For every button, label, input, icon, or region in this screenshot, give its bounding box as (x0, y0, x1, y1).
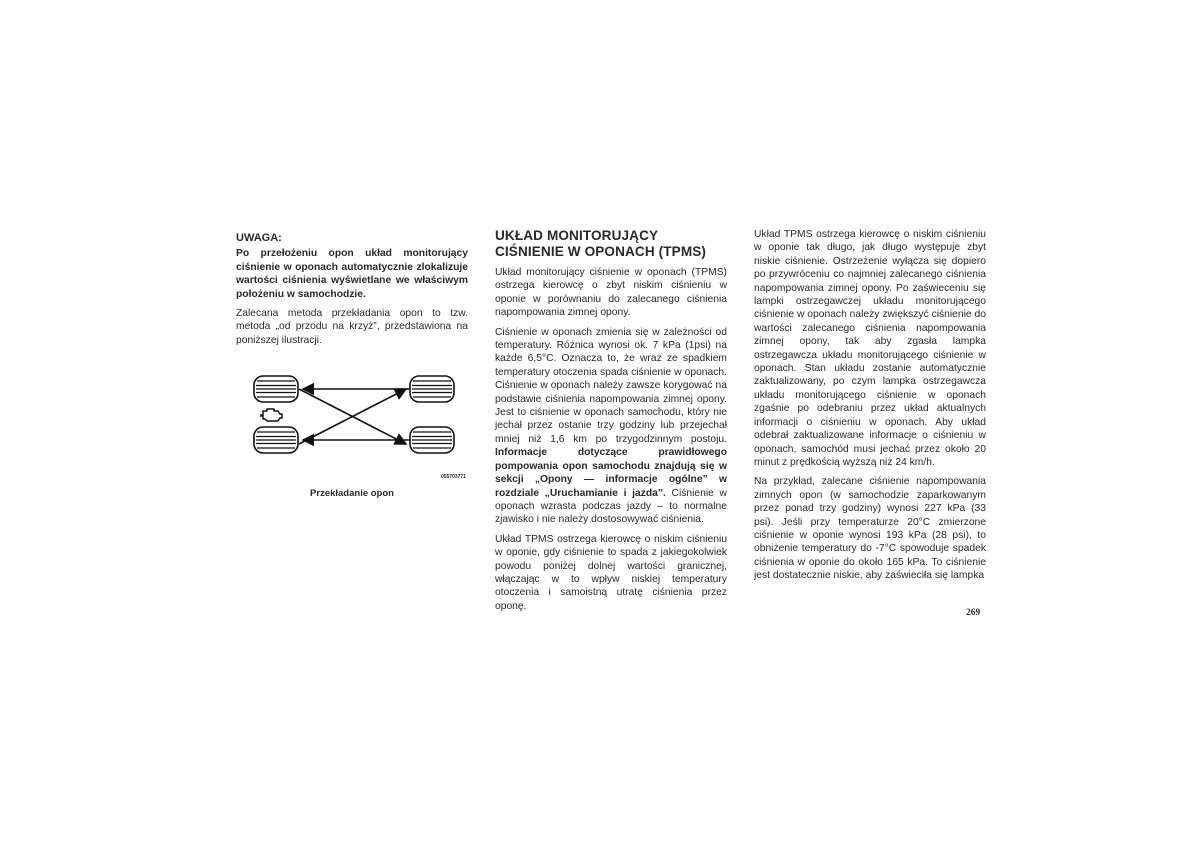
note-label: UWAGA: (236, 232, 282, 244)
right-column (754, 228, 986, 589)
example-paragraph: Na przykład, zalecane ciśnienie napompowania zimnych opon (w samochodzie zaparkowanym przez ponad trzy godziny) wynosi 227 kPa (33 psi). Jeśli przy temperaturze 20°C zmierzone ciśnienie w oponie wynosi 193 kPa (28 psi), to obniżenie temperatury do -7°C spowoduje spadek ciśnienia w oponie do około 165 kPa. To ciśnienie jest dostatecznie niskie, aby zaświeciła się lampka (754, 476, 986, 582)
section-heading: UKŁAD MONITORUJĄCY CIŚNIENIE W OPONACH (TPMS) (495, 228, 707, 259)
tire-front-left-icon (254, 376, 298, 402)
pressure-rise-text: Ciśnienie w oponach wzrasta podczas jazdy – to normalne zjawisko i nie należy dostosowywać ciśnienia. (495, 487, 727, 526)
tire-rear-right-icon (410, 427, 454, 453)
engine-icon (261, 409, 282, 421)
tire-rotation-figure (236, 366, 468, 506)
note-text: Po przełożeniu opon układ monitorujący ciśnienie w oponach automatycznie zlokalizuje wartości ciśnienia wyświetlane we właściwym położeniu w samochodzie. (236, 248, 468, 300)
warning-duration-paragraph: Układ TPMS ostrzega kierowcę o niskim ciśnieniu w oponie tak długo, jak długo występuje zbyt niskie ciśnienie. Ostrzeżenie wyłącza się dopiero po przywróceniu co najmniej zalecanego ciśnienia napompowania zimnej opony. Po zaświeceniu się lampki ostrzegawczej układu monitorującego ciśnienie w oponach należy zwiększyć ciśnienie do wartości zalecanego ciśnienia napompowania zimnej opony, tak aby zgasła lampka ostrzegawcza układu monitorującego ciśnienie w oponach. Stan układu zostanie automatycznie zaktualizowany, po czym lampka ostrzegawcza układu monitorującego ciśnienie w oponach zgaśnie po odebraniu przez układ aktualnych informacji o ciśnieniu w oponach. Aby układ odebrał zaktualizowane informacje o ciśnieniu w oponach, samochód musi jechać przez około 20 minut z prędkością wyższą niż 24 km/h. (754, 229, 986, 468)
tpms-intro-paragraph: Układ monitorujący ciśnienie w oponach (TPMS) ostrzega kierowcę o zbyt niskim ciśnieniu w oponie w porównaniu do zalecanego ciśnienia napompowania zimnej opony. (495, 267, 727, 319)
tire-rotation-diagram (236, 366, 468, 476)
inflation-reference-text: Informacje dotyczące prawidłowego pompowania opon samochodu znajdują się w sekcji „Opony — informacje ogólne” w rozdziale „Uruchamianie i jazda”. (495, 447, 727, 499)
temperature-paragraph (495, 326, 727, 527)
page-number: 269 (966, 608, 981, 618)
warning-paragraph: Układ TPMS ostrzega kierowcę o niskim ciśnieniu w oponie, gdy ciśnienie to spada z jakiegokolwiek powodu poniżej dolnej wartości granicznej, włączając w to wpływ niskiej temperatury otoczenia i samoistną utratę ciśnienia przez oponę. (495, 533, 727, 612)
tire-rear-left-icon (254, 427, 298, 453)
tire-front-right-icon (410, 376, 454, 402)
rotation-paragraph: Zalecana metoda przekładania opon to tzw. metoda „od przodu na krzyż”, przedstawiona na poniższej ilustracji. (236, 308, 468, 346)
figure-code: 055703771 (440, 474, 466, 480)
temperature-text: Ciśnienie w oponach zmienia się w zależności od temperatury. Różnica wynosi ok. 7 kPa (1psi) na każde 6,5°C. Oznacza to, że wraz ze spadkiem temperatury otoczenia spada ciśnienie w oponach. Ciśnienie w oponach należy zawsze korygować na podstawie ciśnienia napompowania zimnej opony. Jest to ciśnienie w oponach samochodu, który nie jechał przez ostanie trzy godziny lub przejechał mniej niż 1,6 km po trzygodzinnym postoju. (495, 326, 727, 445)
left-column (236, 232, 468, 353)
figure-caption: Przekładanie opon (310, 488, 394, 499)
middle-column (495, 228, 727, 619)
